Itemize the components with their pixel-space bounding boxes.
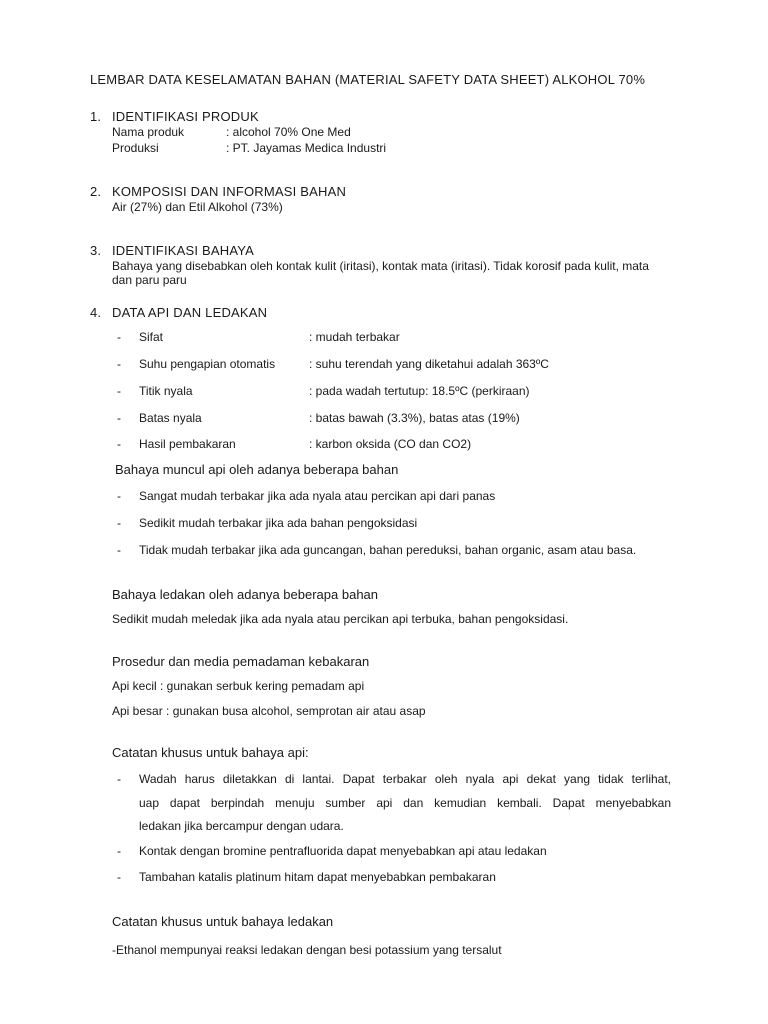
- list-item: Tidak mudah terbakar jika ada guncangan, bahan pereduksi, bahan organic, asam atau basa.: [139, 543, 637, 557]
- composition-text: Air (27%) dan Etil Alkohol (73%): [112, 200, 283, 214]
- extinguish-heading: Prosedur dan media pemadaman kebakaran: [112, 654, 370, 669]
- section-2-number: 2.: [90, 184, 102, 199]
- hazard-text-line-2: dan paru paru: [112, 273, 187, 287]
- property-label: Suhu pengapian otomatis: [139, 357, 276, 371]
- list-item: Sedikit mudah terbakar jika ada bahan pengoksidasi: [139, 516, 418, 530]
- bullet: -: [117, 411, 121, 425]
- explosion-hazard-heading: Bahaya ledakan oleh adanya beberapa bahan: [112, 587, 379, 602]
- property-value: : suhu terendah yang diketahui adalah 363ºC: [309, 357, 549, 371]
- fire-note-1-line-1: Wadah harus diletakkan di lantai. Dapat terbakar oleh nyala api dekat yang tidak terlihat,: [139, 772, 671, 786]
- product-name-value: : alcohol 70% One Med: [226, 125, 351, 139]
- bullet: -: [117, 516, 121, 530]
- property-label: Batas nyala: [139, 411, 202, 425]
- section-1-number: 1.: [90, 109, 102, 124]
- explosion-notes-heading: Catatan khusus untuk bahaya ledakan: [112, 914, 334, 929]
- property-label: Sifat: [139, 330, 164, 344]
- producer-value: : PT. Jayamas Medica Industri: [226, 141, 387, 155]
- section-4-heading: DATA API DAN LEDAKAN: [112, 305, 268, 320]
- property-label: Hasil pembakaran: [139, 437, 236, 451]
- property-value: : batas bawah (3.3%), batas atas (19%): [309, 411, 520, 425]
- bullet: -: [117, 437, 121, 451]
- property-value: : mudah terbakar: [309, 330, 400, 344]
- fire-note-1-line-3: ledakan jika bercampur dengan udara.: [139, 819, 344, 833]
- section-1-heading: IDENTIFIKASI PRODUK: [112, 109, 259, 124]
- hazard-text-line-1: Bahaya yang disebabkan oleh kontak kulit (iritasi), kontak mata (iritasi). Tidak korosif pada kulit, mata: [112, 259, 649, 273]
- fire-note-1-line-2: uap dapat berpindah menuju sumber api dan kemudian kembali. Dapat menyebabkan: [139, 796, 671, 810]
- bullet: -: [117, 772, 121, 786]
- bullet: -: [117, 489, 121, 503]
- bullet: -: [117, 357, 121, 371]
- section-3-heading: IDENTIFIKASI BAHAYA: [112, 243, 255, 258]
- property-value: : karbon oksida (CO dan CO2): [309, 437, 472, 451]
- extinguish-large-fire: Api besar : gunakan busa alcohol, semprotan air atau asap: [112, 704, 426, 718]
- document-title: LEMBAR DATA KESELAMATAN BAHAN (MATERIAL SAFETY DATA SHEET) ALKOHOL 70%: [90, 72, 646, 87]
- producer-label: Produksi: [112, 141, 159, 155]
- bullet: -: [117, 543, 121, 557]
- fire-hazard-heading: Bahaya muncul api oleh adanya beberapa bahan: [115, 462, 399, 477]
- section-2-heading: KOMPOSISI DAN INFORMASI BAHAN: [112, 184, 347, 199]
- explosion-hazard-text: Sedikit mudah meledak jika ada nyala atau percikan api terbuka, bahan pengoksidasi.: [112, 612, 569, 626]
- section-3-number: 3.: [90, 243, 102, 258]
- list-item: Sangat mudah terbakar jika ada nyala atau percikan api dari panas: [139, 489, 496, 503]
- bullet: -: [117, 330, 121, 344]
- property-value: : pada wadah tertutup: 18.5ºC (perkiraan): [309, 384, 530, 398]
- fire-notes-heading: Catatan khusus untuk bahaya api:: [112, 745, 309, 760]
- fire-note-3: Tambahan katalis platinum hitam dapat menyebabkan pembakaran: [139, 870, 496, 884]
- bullet: -: [117, 384, 121, 398]
- fire-note-2: Kontak dengan bromine pentrafluorida dapat menyebabkan api atau ledakan: [139, 844, 547, 858]
- bullet: -: [117, 870, 121, 884]
- property-label: Titik nyala: [139, 384, 193, 398]
- product-name-label: Nama produk: [112, 125, 185, 139]
- bullet: -: [117, 844, 121, 858]
- section-4-number: 4.: [90, 305, 102, 320]
- extinguish-small-fire: Api kecil : gunakan serbuk kering pemadam api: [112, 679, 365, 693]
- explosion-note-1: -Ethanol mempunyai reaksi ledakan dengan besi potassium yang tersalut: [112, 943, 502, 957]
